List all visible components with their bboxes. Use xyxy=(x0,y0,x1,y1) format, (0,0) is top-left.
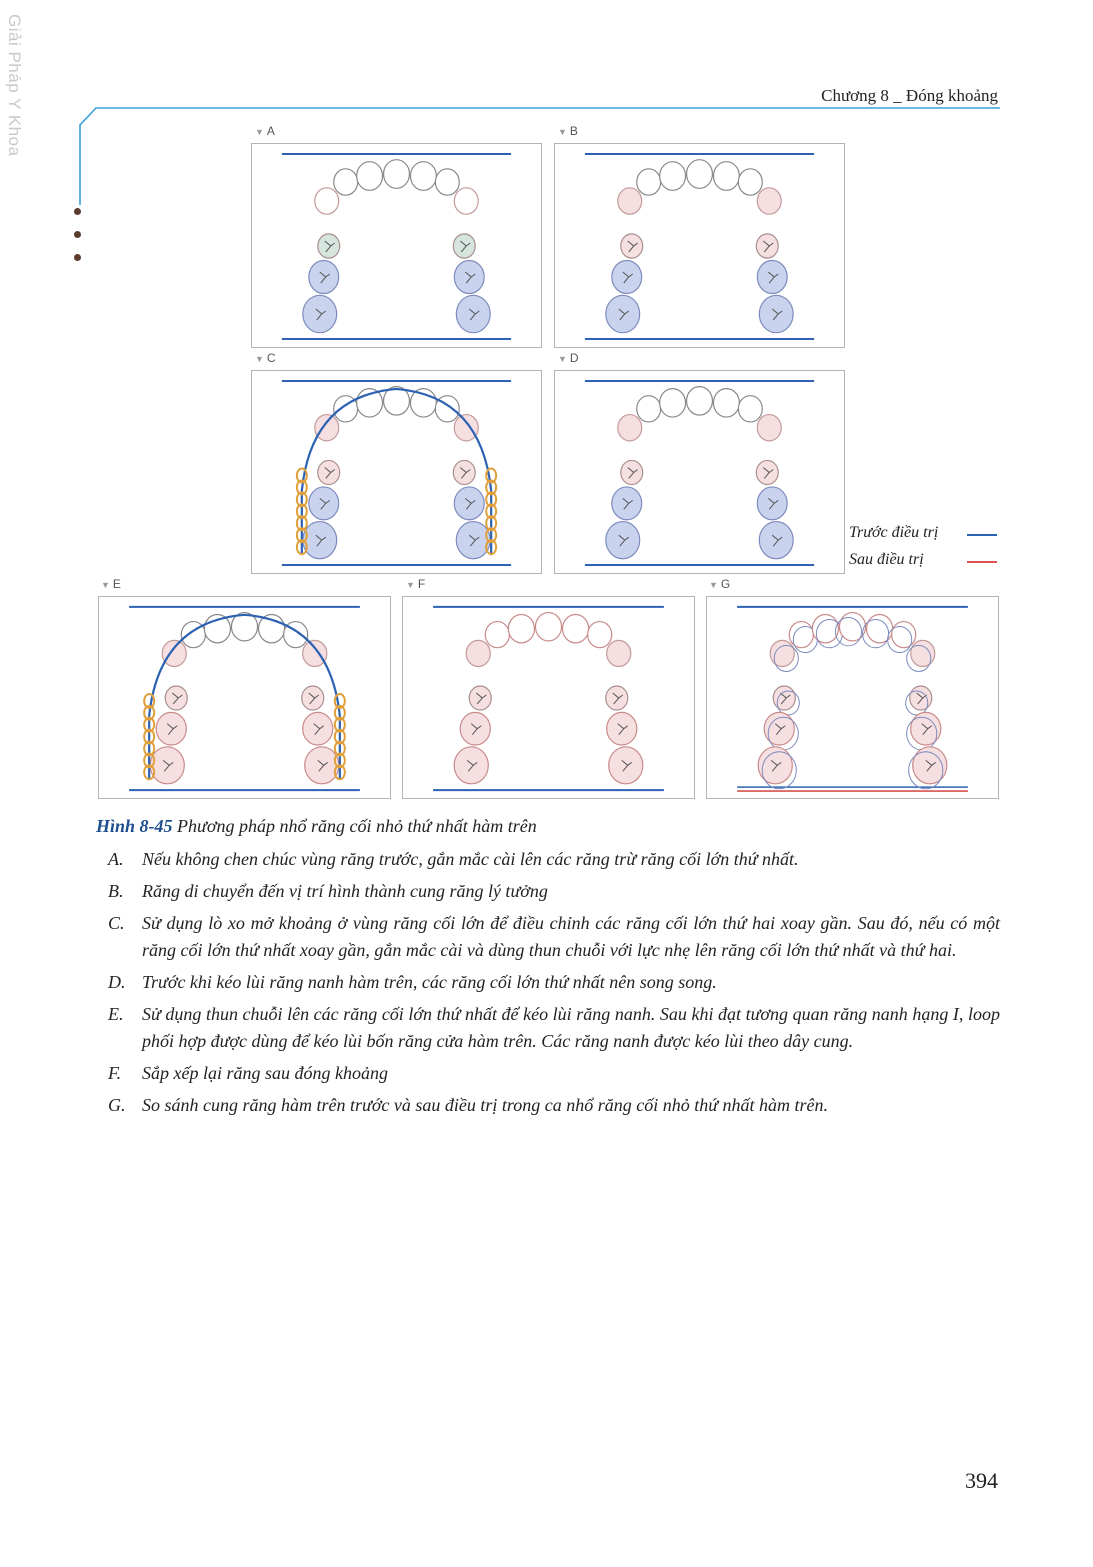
tooth-outline xyxy=(165,686,187,710)
panel-label-a: ▼ A xyxy=(255,124,275,138)
figure-panel-c xyxy=(251,370,542,574)
tooth-outline xyxy=(606,295,640,332)
tooth-outline xyxy=(660,162,686,191)
tooth-outline xyxy=(618,188,642,214)
panel-label-f: ▼ F xyxy=(406,577,426,591)
tooth-outline xyxy=(759,295,793,332)
tooth-outline xyxy=(454,261,484,294)
tooth-outline xyxy=(454,747,488,784)
tooth-outline xyxy=(618,415,642,441)
tooth-outline xyxy=(687,387,713,415)
tooth-outline xyxy=(606,522,640,559)
tooth-outline xyxy=(309,261,339,294)
tooth-outline xyxy=(357,162,383,191)
tooth-outline xyxy=(637,396,661,422)
tooth-outline xyxy=(757,487,787,520)
tooth-outline xyxy=(911,640,935,666)
tooth-outline xyxy=(454,188,478,214)
legend-after: Sau điều trị xyxy=(849,551,924,569)
tooth-outline xyxy=(453,460,475,484)
tooth-outline xyxy=(384,160,410,189)
list-item: B. Răng di chuyển đến vị trí hình thành cung răng lý tưởng xyxy=(108,881,548,901)
tooth-outline xyxy=(892,622,916,648)
list-item: E. Sử dụng thun chuỗi lên các răng cối lớn thứ nhất để kéo lùi răng nanh. Sau khi đạt tương quan răng nanh hạng I, loop phối hợp được dùng để kéo lùi bốn răng cửa hàm trên. Các răng nanh được kéo lùi theo dây cung. xyxy=(108,1004,1000,1051)
panel-label-g: ▼ G xyxy=(709,577,731,591)
figure-panel-e xyxy=(98,596,391,799)
tooth-outline xyxy=(309,487,339,520)
tooth-outline xyxy=(305,747,339,784)
tooth-outline xyxy=(303,712,333,745)
page-number: 394 xyxy=(965,1468,998,1493)
figure-panel-g xyxy=(706,596,999,799)
panel-label-e: ▼ E xyxy=(101,577,121,591)
tooth-outline xyxy=(687,160,713,189)
tooth-outline xyxy=(456,295,490,332)
figure-panel-f xyxy=(402,596,695,799)
figure-panel-b xyxy=(554,143,845,348)
panel-label-d: ▼ D xyxy=(558,351,579,365)
tooth-outline xyxy=(757,415,781,441)
tooth-outline xyxy=(789,622,813,648)
tooth-outline xyxy=(303,522,337,559)
tooth-outline xyxy=(609,747,643,784)
tooth-outline xyxy=(612,487,642,520)
tooth-outline xyxy=(302,686,324,710)
panel-label-b: ▼ B xyxy=(558,124,578,138)
tooth-outline xyxy=(757,261,787,294)
tooth-outline xyxy=(612,261,642,294)
legend-before: Trước điều trị xyxy=(849,524,938,542)
tooth-outline xyxy=(738,169,762,195)
decorative-dots xyxy=(74,208,81,277)
tooth-outline xyxy=(303,640,327,666)
chapter-header: Chương 8 _ Đóng khoảng xyxy=(821,86,998,105)
panel-label-c: ▼ C xyxy=(255,351,276,365)
tooth-outline xyxy=(713,389,739,417)
tooth-outline xyxy=(621,234,643,258)
tooth-outline xyxy=(770,640,794,666)
tooth-outline xyxy=(469,686,491,710)
tooth-outline xyxy=(454,487,484,520)
tooth-outline xyxy=(315,188,339,214)
tooth-outline xyxy=(839,613,865,641)
list-item: D. Trước khi kéo lùi răng nanh hàm trên, các răng cối lớn thứ nhất nên song song. xyxy=(108,972,717,992)
legend-before-line xyxy=(967,534,997,536)
tooth-outline xyxy=(162,640,186,666)
tooth-outline xyxy=(485,622,509,648)
tooth-outline xyxy=(466,640,490,666)
list-item: A. Nếu không chen chúc vùng răng trước, gắn mắc cài lên các răng trừ răng cối lớn thứ nhất. xyxy=(108,849,799,869)
tooth-outline xyxy=(150,747,184,784)
tooth-outline xyxy=(621,460,643,484)
tooth-outline xyxy=(460,712,490,745)
tooth-outline xyxy=(334,169,358,195)
figure-legend-list xyxy=(108,846,1000,1124)
tooth-outline xyxy=(563,615,589,643)
tooth-outline xyxy=(759,522,793,559)
list-item: F. Sắp xếp lại răng sau đóng khoảng xyxy=(108,1063,388,1083)
tooth-outline xyxy=(607,640,631,666)
tooth-outline xyxy=(812,615,838,643)
figure-panel-a xyxy=(251,143,542,348)
figure-panel-d xyxy=(554,370,845,574)
legend-after-line xyxy=(967,561,997,563)
tooth-outline xyxy=(910,686,932,710)
tooth-outline xyxy=(318,460,340,484)
list-item: C. Sử dụng lò xo mở khoảng ở vùng răng cối lớn để điều chỉnh các răng cối lớn thứ hai xoay gần. Sau đó, nếu có một răng cối lớn thứ nhất xoay gần, gắn mắc cài và dùng thun chuỗi với lực nhẹ lên răng cối lớn thứ nhất và thứ hai. xyxy=(108,913,1000,960)
tooth-outline xyxy=(756,460,778,484)
header-accent-line xyxy=(0,0,1093,220)
figure-number: Hình 8-45 xyxy=(96,816,173,836)
tooth-outline xyxy=(456,522,490,559)
tooth-outline xyxy=(756,234,778,258)
tooth-outline xyxy=(867,615,893,643)
tooth-outline xyxy=(318,234,340,258)
tooth-outline xyxy=(713,162,739,191)
tooth-outline xyxy=(435,169,459,195)
tooth-outline xyxy=(453,234,475,258)
tooth-outline xyxy=(303,295,337,332)
tooth-outline xyxy=(410,162,436,191)
tooth-outline xyxy=(637,169,661,195)
tooth-outline xyxy=(773,686,795,710)
tooth-outline xyxy=(757,188,781,214)
side-watermark-text: Giải Pháp Y Khoa xyxy=(5,14,24,157)
tooth-outline xyxy=(606,686,628,710)
figure-caption xyxy=(96,816,1001,837)
tooth-outline xyxy=(454,415,478,441)
tooth-outline xyxy=(156,712,186,745)
tooth-outline xyxy=(738,396,762,422)
tooth-outline xyxy=(607,712,637,745)
figure-title: Phương pháp nhổ răng cối nhỏ thứ nhất hàm trên xyxy=(177,816,537,836)
tooth-outline xyxy=(535,613,561,641)
tooth-outline xyxy=(588,622,612,648)
tooth-outline xyxy=(315,415,339,441)
tooth-outline xyxy=(508,615,534,643)
list-item: G. So sánh cung răng hàm trên trước và sau điều trị trong ca nhổ răng cối nhỏ thứ nhất hàm trên. xyxy=(108,1095,829,1115)
tooth-outline xyxy=(660,389,686,417)
